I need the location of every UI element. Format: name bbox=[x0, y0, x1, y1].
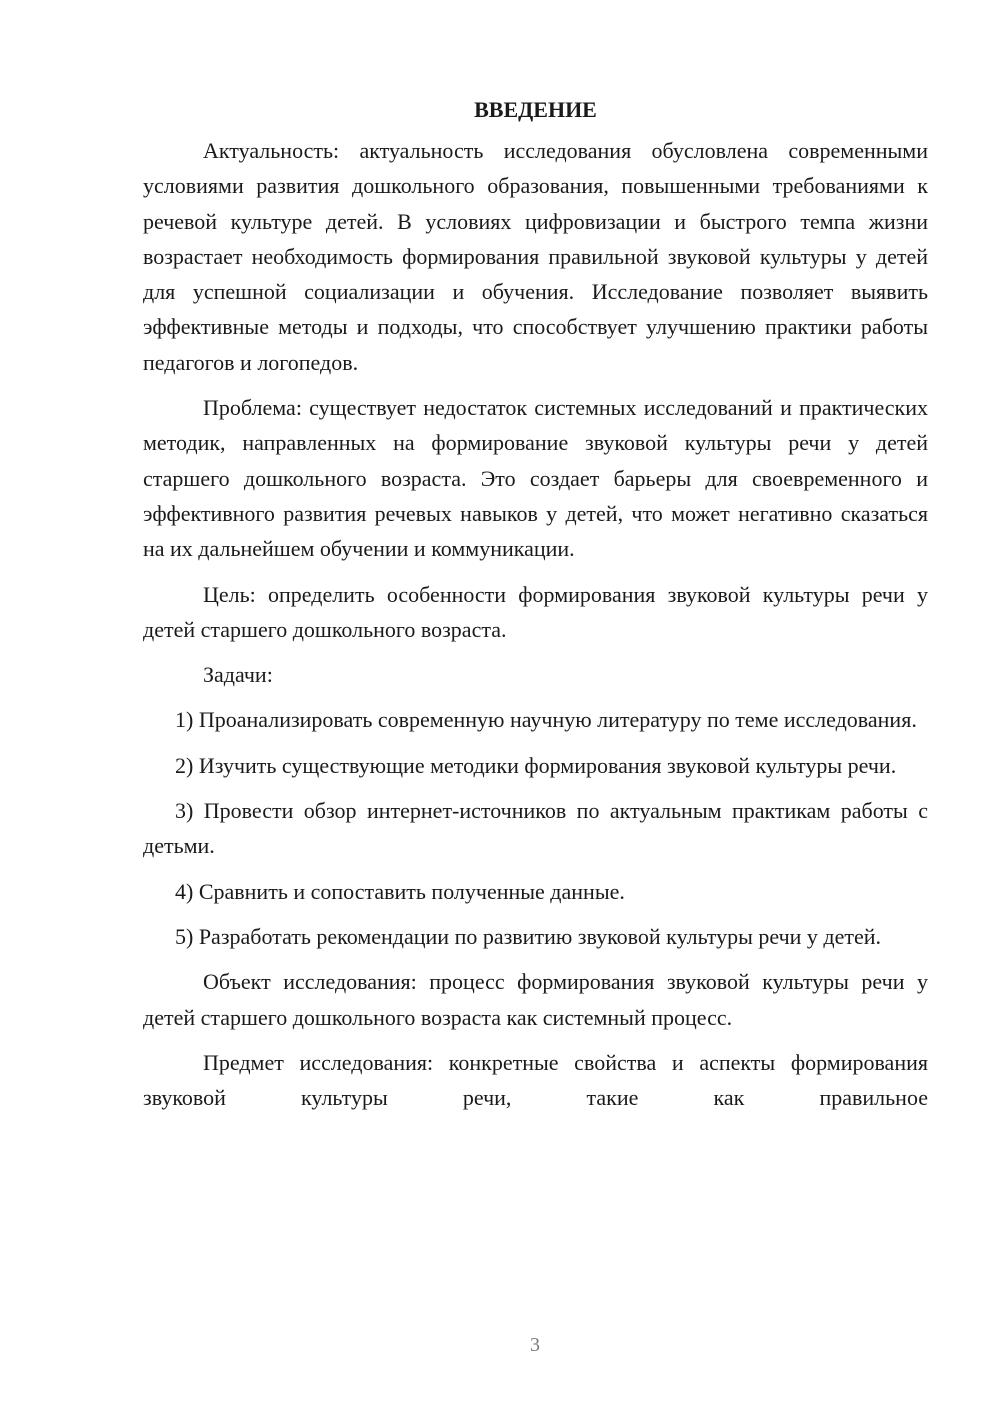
task-item-4: 4) Сравнить и сопоставить полученные данные. bbox=[175, 878, 625, 904]
task-item-3: 3) Провести обзор интернет-источников по актуальным практикам работы с детьми. bbox=[143, 798, 928, 859]
goal-paragraph: Цель: определить особенности формирования звуковой культуры речи у детей старшего дошкольного возраста. bbox=[143, 581, 928, 642]
object-paragraph: Объект исследования: процесс формирования звуковой культуры речи у детей старшего дошкольного возраста как системный процесс. bbox=[143, 969, 928, 1030]
task-item-1: 1) Проанализировать современную научную литературу по теме исследования. bbox=[175, 707, 917, 733]
subject-paragraph: Предмет исследования: конкретные свойства и аспекты формирования звуковой культуры речи, такие как правильное bbox=[143, 1049, 928, 1111]
section-heading: ВВЕДЕНИЕ bbox=[474, 97, 597, 122]
tasks-heading: Задачи: bbox=[203, 662, 273, 688]
task-item-2: 2) Изучить существующие методики формирования звуковой культуры речи. bbox=[175, 752, 897, 778]
problem-paragraph: Проблема: существует недостаток системных исследований и практических методик, направленных на формирование звуковой культуры речи у детей старшего дошкольного возраста. Это создает барьеры для своевременного и эффективного развития речевых навыков у детей, что может негативно сказаться на их дальнейшем обучении и коммуникации. bbox=[143, 395, 928, 562]
task-item-5: 5) Разработать рекомендации по развитию звуковой культуры речи у детей. bbox=[175, 923, 882, 949]
page-content bbox=[143, 92, 928, 1125]
page-number: 3 bbox=[530, 1334, 540, 1356]
relevance-paragraph: Актуальность: актуальность исследования обусловлена современными условиями развития дошкольного образования, повышенными требованиями к речевой культуре детей. В условиях цифровизации и быстрого темпа жизни возрастает необходимость формирования правильной звуковой культуры у детей для успешной социализации и обучения. Исследование позволяет выявить эффективные методы и подходы, что способствует улучшению практики работы педагогов и логопедов. bbox=[143, 138, 928, 375]
